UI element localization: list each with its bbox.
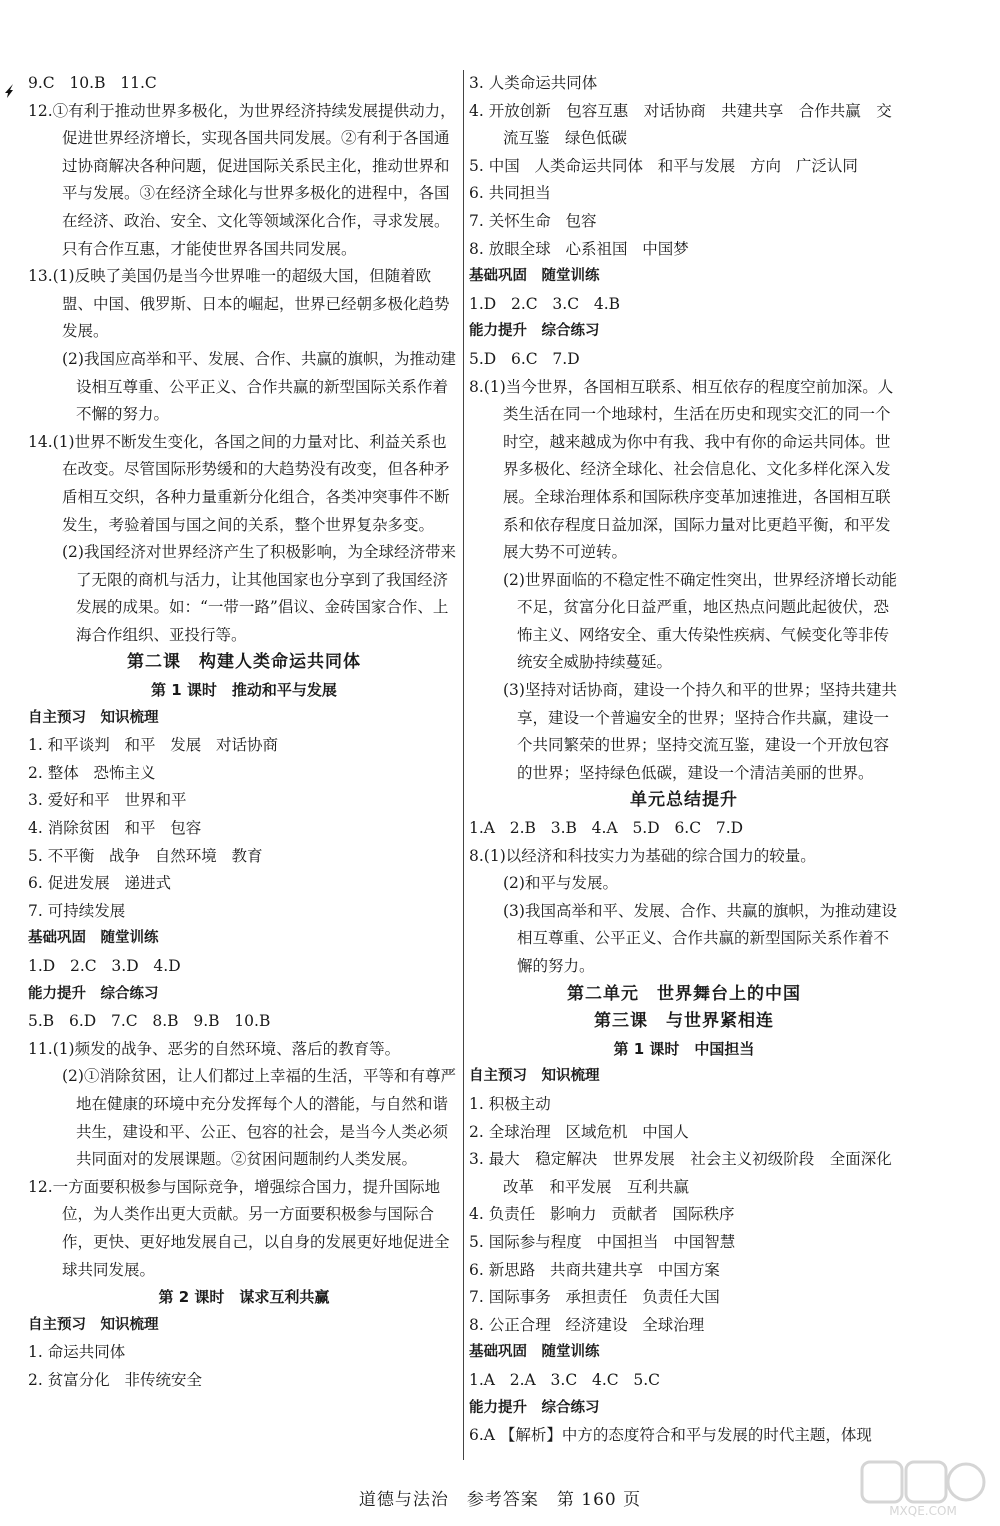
page-marker-icon [4,80,14,94]
answer-line: 8.(1)以经济和科技实力为基础的综合国力的较量。 [469,846,816,865]
answer-line: (2)我国经济对世界经济产生了积极影响，为全球经济带来了无限的商机与活力，让其他国家也分享到了我国经济发展的成果。如：“一带一路”倡议、金砖国家合作、上海合作组织、亚投行等。 [62,543,456,644]
answer-line: 6. 共同担当 [469,184,551,203]
answer-line: 13.(1)反映了美国仍是当今世界唯一的超级大国，但随着欧盟、中国、俄罗斯、日本的崛起，世界已经朝多极化趋势发展。 [28,267,450,341]
answer-line: 14.(1)世界不断发生变化，各国之间的力量对比、利益关系也在改变。尽管国际形势缓和的大趋势没有改变，但各种矛盾相互交织，各种力量重新分化组合，各类冲突事件不断发生，考验着国与国之间的关系，整个世界复杂多变。 [28,432,450,534]
subsection-label: 能力提升 综合练习 [469,323,600,340]
section-heading: 第三课 与世界紧相连 [594,1011,774,1032]
answer-line: 2. 整体 恐怖主义 [28,763,156,782]
subsection-label: 自主预习 知识梳理 [28,709,159,726]
answer-line: (2)①消除贫困，让人们都过上幸福的生活，平等和有尊严地在健康的环境中充分发挥每个人的潜能，与自然和谐共生，建设和平、公正、包容的社会，是当今人类必须共同面对的发展课题。②贫困问题制约人类发展。 [62,1067,456,1169]
answer-line: (3)我国高举和平、发展、合作、共赢的旗帜，为推动建设相互尊重、公平正义、合作共赢的新型国际关系作着不懈的努力。 [503,901,897,975]
subsection-label: 自主预习 知识梳理 [28,1316,159,1333]
answer-line: 9.C 10.B 11.C [28,74,157,92]
answer-line: 5. 不平衡 战争 自然环境 教育 [28,846,263,865]
answer-line: 3. 人类命运共同体 [469,74,598,92]
answer-line: 5. 国际参与程度 中国担当 中国智慧 [469,1232,736,1251]
answer-line: 8. 放眼全球 心系祖国 中国梦 [469,239,689,258]
answer-line: 8.(1)当今世界，各国相互联系、相互依存的程度空前加深。人类生活在同一个地球村，生活在历史和现实交汇的同一个时空，越来越成为你中有我、我中有你的命运共同体。世界多极化、经济全球化、社会信息化、文化多样化深入发展。全球治理体系和国际秩序变革加速推进，各国相互联系和依存程度日益加深，国际力量对比更趋平衡，和平发展大势不可逆转。 [469,377,894,562]
left-column [28,70,460,1395]
answer-line: 7. 国际事务 承担责任 负责任大国 [469,1288,720,1307]
answer-line: 4. 负责任 影响力 贡献者 国际秩序 [469,1205,735,1224]
lesson-heading: 第 1 课时 中国担当 [613,1039,755,1058]
answer-line: (3)坚持对话协商，建设一个持久和平的世界；坚持共建共享，建设一个普遍安全的世界；坚持合作共赢，建设一个共同繁荣的世界；坚持交流互鉴，建设一个开放包容的世界；坚持绿色低碳，建设一个清洁美丽的世界。 [503,681,897,782]
subsection-label: 自主预习 知识梳理 [469,1068,600,1085]
answer-line: 4. 开放创新 包容互惠 对话协商 共建共享 合作共赢 交流互鉴 绿色低碳 [469,101,892,148]
svg-text:MXQE.COM: MXQE.COM [889,1504,957,1518]
section-heading: 第二单元 世界舞台上的中国 [567,983,801,1004]
column-divider [463,70,464,1460]
subsection-label: 基础巩固 随堂训练 [28,930,159,947]
answer-line: 3. 最大 稳定解决 世界发展 社会主义初级阶段 全面深化改革 和平发展 互利共赢 [469,1150,892,1196]
answer-line: 7. 关怀生命 包容 [469,211,597,230]
answer-line: 11.(1)频发的战争、恶劣的自然环境、落后的教育等。 [28,1039,401,1058]
section-heading: 单元总结提升 [630,790,738,811]
answer-line: (2)和平与发展。 [503,874,618,893]
answer-line: 6. 新思路 共商共建共享 中国方案 [469,1260,720,1279]
subsection-label: 基础巩固 随堂训练 [469,1344,600,1361]
page-footer: 道德与法治 参考答案 第 160 页 [358,1490,642,1510]
answer-line: 1. 和平谈判 和平 发展 对话协商 [28,736,279,755]
section-heading: 第二课 构建人类命运共同体 [127,652,361,673]
answer-line: 5. 中国 人类命运共同体 和平与发展 方向 广泛认同 [469,156,858,175]
answer-line: 5.D 6.C 7.D [469,349,580,368]
answer-line: 1.A 2.A 3.C 4.C 5.C [469,1370,661,1389]
answer-line: 6. 促进发展 递进式 [28,874,171,893]
answer-line: 12.一方面要积极参与国际竞争，增强综合国力，提升国际地位，为人类作出更大贡献。另一方面要积极参与国际合作，更快、更好地发展自己，以自身的发展更好地促进全球共同发展。 [28,1177,450,1279]
answer-line: 1.D 2.C 3.D 4.D [28,957,181,975]
watermark-logo [858,1458,988,1518]
subsection-label: 基础巩固 随堂训练 [469,268,600,285]
answer-line: 4. 消除贫困 和平 包容 [28,819,202,838]
lesson-heading: 第 1 课时 推动和平与发展 [151,681,337,700]
subsection-label: 能力提升 综合练习 [469,1399,600,1416]
answer-line: 1.A 2.B 3.B 4.A 5.D 6.C 7.D [469,819,744,838]
right-column [469,70,899,1450]
answer-line: 5.B 6.D 7.C 8.B 9.B 10.B [28,1012,271,1031]
answer-line: 8. 公正合理 经济建设 全球治理 [469,1315,705,1334]
answer-line: 1.D 2.C 3.C 4.B [469,294,621,313]
subsection-label: 能力提升 综合练习 [28,985,159,1002]
answer-line: 6.A 【解析】中方的态度符合和平与发展的时代主题，体现 [469,1426,872,1445]
answer-line: 2. 全球治理 区域危机 中国人 [469,1122,689,1141]
answer-line: 2. 贫富分化 非传统安全 [28,1370,202,1389]
lesson-heading: 第 2 课时 谋求互利共赢 [158,1288,330,1307]
answer-line: (2)世界面临的不稳定性不确定性突出，世界经济增长动能不足，贫富分化日益严重，地区热点问题此起彼伏，恐怖主义、网络安全、重大传染性疾病、气候变化等非传统安全威胁持续蔓延。 [503,570,897,672]
answer-line: 7. 可持续发展 [28,901,126,920]
answer-line: (2)我国应高举和平、发展、合作、共赢的旗帜，为推动建设相互尊重、公平正义、合作共赢的新型国际关系作着不懈的努力。 [62,349,456,424]
answer-line: 1. 积极主动 [469,1094,551,1113]
answer-line: 12.①有利于推动世界多极化，为世界经济持续发展提供动力，促进世界经济增长，实现各国共同发展。②有利于各国通过协商解决各种问题，促进国际关系民主化，推动世界和平与发展。③在经济全球化与世界多极化的进程中，各国在经济、政治、安全、文化等领域深化合作，寻求发展。只有合作互惠，才能使世界各国共同发展。 [28,101,456,258]
answer-line: 1. 命运共同体 [28,1343,126,1362]
answer-line: 3. 爱好和平 世界和平 [28,791,187,810]
